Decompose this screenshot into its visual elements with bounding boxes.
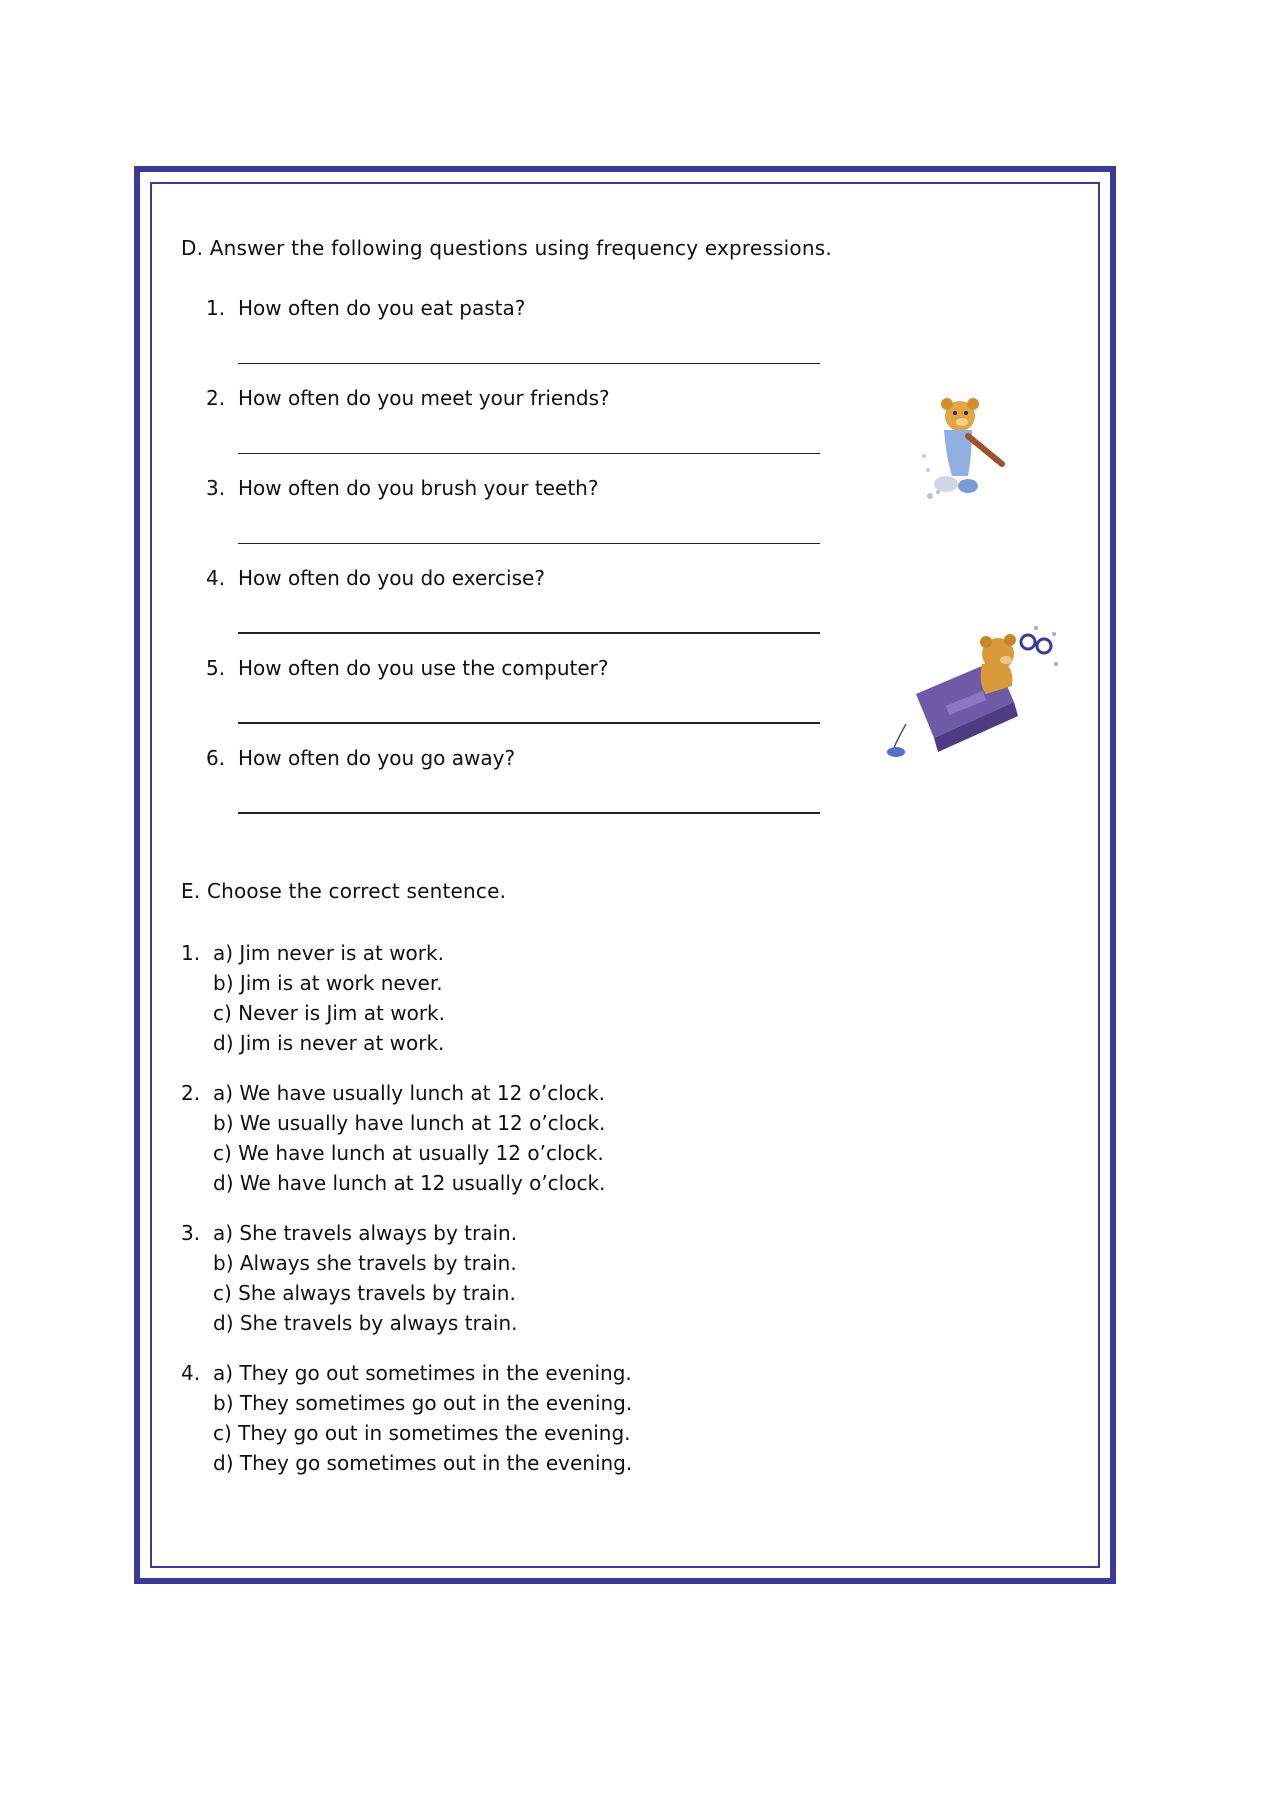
mc-question-1 [181, 938, 445, 1058]
question-text: How often do you use the computer? [238, 656, 609, 680]
question-number: 1. [206, 296, 226, 320]
section-d-heading: D. Answer the following questions using frequency expressions. [181, 236, 832, 260]
answer-line-1[interactable] [238, 363, 820, 364]
mc-question-2 [181, 1078, 605, 1198]
mc-number: 2. [181, 1081, 201, 1105]
mc-question-4 [181, 1358, 632, 1478]
question-2 [206, 386, 610, 410]
question-number: 4. [206, 566, 226, 590]
mc-option[interactable]: d) We have lunch at 12 usually o’clock. [213, 1171, 606, 1195]
question-1 [206, 296, 525, 320]
answer-line-5[interactable] [238, 722, 820, 724]
answer-line-4[interactable] [238, 632, 820, 634]
mc-question-3 [181, 1218, 518, 1338]
mc-option[interactable]: b) Always she travels by train. [213, 1251, 517, 1275]
mc-number: 4. [181, 1361, 201, 1385]
mc-option[interactable]: c) She always travels by train. [213, 1281, 516, 1305]
question-3 [206, 476, 598, 500]
mc-option[interactable]: a) She travels always by train. [213, 1221, 518, 1245]
mc-option[interactable]: d) Jim is never at work. [213, 1031, 445, 1055]
mc-option[interactable]: c) They go out in sometimes the evening. [213, 1421, 631, 1445]
mc-option[interactable]: a) Jim never is at work. [213, 941, 444, 965]
question-number: 6. [206, 746, 226, 770]
mc-option[interactable]: d) She travels by always train. [213, 1311, 518, 1335]
mc-option[interactable]: c) We have lunch at usually 12 o’clock. [213, 1141, 604, 1165]
question-number: 2. [206, 386, 226, 410]
mc-option[interactable]: a) We have usually lunch at 12 o’clock. [213, 1081, 605, 1105]
question-text: How often do you eat pasta? [238, 296, 526, 320]
question-number: 3. [206, 476, 226, 500]
mc-option[interactable]: b) Jim is at work never. [213, 971, 443, 995]
question-6 [206, 746, 515, 770]
mc-option[interactable]: c) Never is Jim at work. [213, 1001, 445, 1025]
section-e-heading: E. Choose the correct sentence. [181, 879, 507, 903]
mc-option[interactable]: b) They sometimes go out in the evening. [213, 1391, 633, 1415]
question-number: 5. [206, 656, 226, 680]
mc-option[interactable]: b) We usually have lunch at 12 o’clock. [213, 1111, 606, 1135]
question-4 [206, 566, 545, 590]
question-text: How often do you do exercise? [238, 566, 545, 590]
answer-line-3[interactable] [238, 543, 820, 544]
mc-option[interactable]: d) They go sometimes out in the evening. [213, 1451, 633, 1475]
mc-option[interactable]: a) They go out sometimes in the evening. [213, 1361, 632, 1385]
question-text: How often do you go away? [238, 746, 516, 770]
question-text: How often do you meet your friends? [238, 386, 610, 410]
answer-line-2[interactable] [238, 453, 820, 454]
mc-number: 3. [181, 1221, 201, 1245]
question-text: How often do you brush your teeth? [238, 476, 599, 500]
mc-number: 1. [181, 941, 201, 965]
question-5 [206, 656, 609, 680]
answer-line-6[interactable] [238, 812, 820, 814]
teddy-bear-on-computer-clipart [886, 624, 1062, 760]
teddy-bear-brushing-teeth-clipart [916, 396, 1016, 506]
